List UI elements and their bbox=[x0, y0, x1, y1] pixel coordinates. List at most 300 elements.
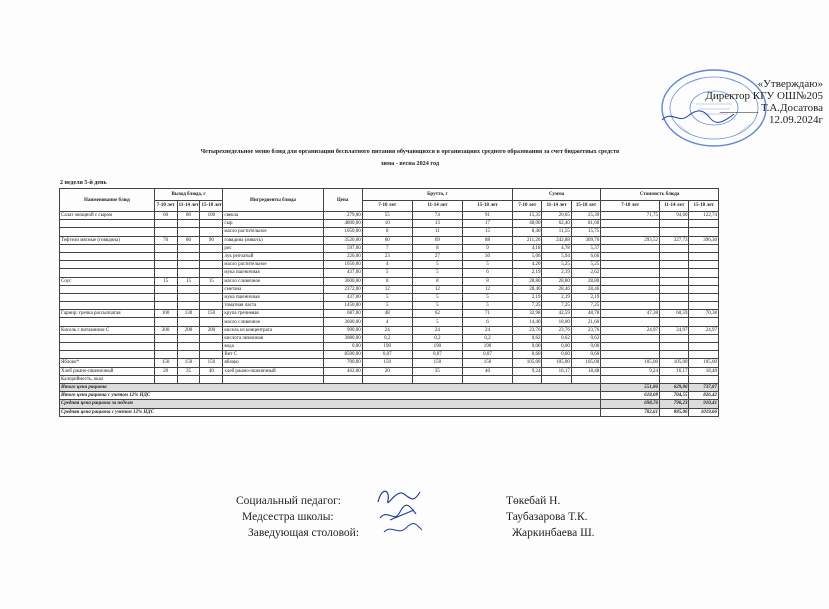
cell-cost bbox=[660, 269, 689, 277]
cell-cost: 293,52 bbox=[601, 236, 660, 244]
cell-output: 200 bbox=[200, 326, 223, 334]
cell-brutto: 10 bbox=[362, 220, 412, 228]
summary-row bbox=[60, 383, 719, 391]
signature-name: Таубазарова Т.К. bbox=[506, 511, 588, 523]
cell-output bbox=[200, 269, 223, 277]
summary-label: Итого цена рациона bbox=[60, 383, 601, 391]
cell-brutto: 4 bbox=[362, 318, 412, 326]
cell-sum: 2,62 bbox=[571, 269, 600, 277]
cell-price: 437,00 bbox=[323, 269, 362, 277]
cell-output bbox=[154, 334, 177, 342]
cell-cost bbox=[689, 351, 719, 359]
cell-cost bbox=[601, 277, 660, 285]
cell-sum: 242,88 bbox=[542, 236, 571, 244]
cell-sum: 105,00 bbox=[513, 359, 542, 367]
cell-dish: Калорийность, ккал bbox=[60, 375, 155, 383]
cell-dish bbox=[60, 220, 155, 228]
cell-brutto: 20 bbox=[362, 367, 412, 375]
cell-cost bbox=[601, 343, 660, 351]
cell-brutto: 91 bbox=[462, 212, 512, 220]
cell-brutto: 12 bbox=[412, 285, 462, 293]
cell-brutto: 6 bbox=[462, 269, 512, 277]
cell-brutto: 48 bbox=[362, 310, 412, 318]
cell-price: 279,00 bbox=[323, 212, 362, 220]
summary-value: 790,23 bbox=[660, 400, 689, 408]
cell-brutto: 150 bbox=[362, 359, 412, 367]
cell-cost: 16,17 bbox=[660, 367, 689, 375]
cell-cost bbox=[660, 375, 689, 383]
cell-brutto bbox=[362, 375, 412, 383]
week-day-label: 2 неделя 5-й день bbox=[60, 180, 107, 186]
signature-name: Төкебай Н. bbox=[506, 495, 561, 507]
summary-value: 618,08 bbox=[601, 392, 660, 400]
cell-dish: Кисель с витамином С bbox=[60, 326, 155, 334]
cell-brutto: 0,07 bbox=[412, 351, 462, 359]
cell-cost: 24,97 bbox=[689, 326, 719, 334]
cell-output bbox=[154, 302, 177, 310]
cell-brutto: 5 bbox=[412, 302, 462, 310]
cell-dish bbox=[60, 261, 155, 269]
cell-dish bbox=[60, 228, 155, 236]
table-row bbox=[60, 343, 719, 351]
cell-brutto: 190 bbox=[412, 343, 462, 351]
cell-output bbox=[177, 220, 200, 228]
cell-output: 100 bbox=[154, 310, 177, 318]
cell-dish bbox=[60, 334, 155, 342]
cell-sum: 18,48 bbox=[571, 367, 600, 375]
cell-sum: 2,19 bbox=[513, 293, 542, 301]
cell-sum: 32,98 bbox=[513, 310, 542, 318]
cell-output: 15 bbox=[177, 277, 200, 285]
cell-cost bbox=[660, 293, 689, 301]
cell-sum: 21,60 bbox=[571, 318, 600, 326]
table-row bbox=[60, 326, 719, 334]
summary-value: 629,06 bbox=[660, 383, 689, 391]
table-row bbox=[60, 277, 719, 285]
table-row bbox=[60, 220, 719, 228]
cell-price: 1450,00 bbox=[323, 302, 362, 310]
title-main: Четырехнедельное меню блюд для организации бесплатного питания обучающихся в организациях среднего образования за счет бюджетных средств bbox=[200, 148, 620, 155]
cell-sum: 23,76 bbox=[513, 326, 542, 334]
cell-cost: 105,00 bbox=[660, 359, 689, 367]
cell-output bbox=[154, 269, 177, 277]
cell-output bbox=[154, 285, 177, 293]
cell-ingredient: вода bbox=[223, 343, 323, 351]
cell-cost bbox=[660, 277, 689, 285]
cell-cost: 70,38 bbox=[689, 310, 719, 318]
cell-ingredient: хлеб ржано-пшеничный bbox=[223, 367, 323, 375]
cell-output bbox=[200, 334, 223, 342]
cell-ingredient: свекла bbox=[223, 212, 323, 220]
cell-sum: 0,00 bbox=[571, 343, 600, 351]
cell-brutto: 74 bbox=[412, 212, 462, 220]
cell-cost bbox=[601, 220, 660, 228]
cell-cost bbox=[689, 302, 719, 310]
cell-output bbox=[154, 293, 177, 301]
cell-output bbox=[154, 261, 177, 269]
document-title bbox=[60, 146, 760, 170]
cell-brutto: 23 bbox=[362, 252, 412, 260]
cell-dish bbox=[60, 302, 155, 310]
cell-sum: 5,94 bbox=[542, 252, 571, 260]
table-row bbox=[60, 269, 719, 277]
cell-cost: 122,74 bbox=[689, 212, 719, 220]
cell-output bbox=[200, 318, 223, 326]
cell-cost bbox=[601, 293, 660, 301]
cell-brutto: 30 bbox=[462, 252, 512, 260]
cell-cost: 105,00 bbox=[601, 359, 660, 367]
cell-brutto: 12 bbox=[362, 285, 412, 293]
cell-output bbox=[200, 252, 223, 260]
cell-price: 3520,00 bbox=[323, 236, 362, 244]
cell-sum: 9,24 bbox=[513, 367, 542, 375]
cell-brutto: 62 bbox=[412, 310, 462, 318]
cell-sum: 42,59 bbox=[542, 310, 571, 318]
cell-dish bbox=[60, 252, 155, 260]
cell-cost bbox=[601, 244, 660, 252]
cell-output bbox=[177, 244, 200, 252]
cell-sum: 4,20 bbox=[513, 261, 542, 269]
cell-output bbox=[177, 228, 200, 236]
cell-cost bbox=[601, 261, 660, 269]
cell-dish: Тефтели мясные (говядина) bbox=[60, 236, 155, 244]
header-age: 11-14 лет bbox=[412, 200, 462, 212]
cell-brutto: 0,07 bbox=[462, 351, 512, 359]
cell-dish bbox=[60, 293, 155, 301]
table-row bbox=[60, 244, 719, 252]
cell-cost bbox=[689, 269, 719, 277]
cell-sum: 28,80 bbox=[571, 277, 600, 285]
cell-brutto: 5 bbox=[462, 293, 512, 301]
cell-cost bbox=[601, 318, 660, 326]
cell-brutto: 60 bbox=[362, 236, 412, 244]
cell-sum: 0,00 bbox=[542, 343, 571, 351]
cell-dish: Соус bbox=[60, 277, 155, 285]
cell-output bbox=[200, 261, 223, 269]
cell-output: 130 bbox=[177, 310, 200, 318]
cell-sum: 2,19 bbox=[542, 293, 571, 301]
summary-label: Итого цена рациона с учетом 12% НДС bbox=[60, 392, 601, 400]
handwritten-signatures-icon bbox=[370, 480, 430, 540]
cell-brutto: 69 bbox=[412, 236, 462, 244]
header-age: 7-10 лет bbox=[601, 200, 660, 212]
director-signature-icon bbox=[658, 106, 738, 128]
cell-output bbox=[154, 244, 177, 252]
cell-sum: 48,00 bbox=[513, 220, 542, 228]
cell-dish bbox=[60, 351, 155, 359]
approval-date: 12.09.2024г bbox=[768, 114, 823, 126]
table-row bbox=[60, 359, 719, 367]
cell-sum: 0,60 bbox=[571, 351, 600, 359]
cell-sum: 105,00 bbox=[571, 359, 600, 367]
cell-sum: 23,76 bbox=[542, 326, 571, 334]
summary-label: Средняя цена рациона за неделю bbox=[60, 400, 601, 408]
cell-ingredient: Вит С bbox=[223, 351, 323, 359]
cell-output: 150 bbox=[177, 359, 200, 367]
cell-sum: 4,18 bbox=[513, 244, 542, 252]
cell-sum: 25,39 bbox=[571, 212, 600, 220]
table-row bbox=[60, 375, 719, 383]
cell-brutto: 15 bbox=[462, 228, 512, 236]
cell-output: 80 bbox=[177, 236, 200, 244]
cell-cost bbox=[689, 261, 719, 269]
cell-output bbox=[154, 375, 177, 383]
cell-cost bbox=[601, 269, 660, 277]
approval-heading: «Утверждаю» bbox=[757, 78, 823, 90]
cell-ingredient: кислота лимонная bbox=[223, 334, 323, 342]
cell-dish bbox=[60, 269, 155, 277]
cell-cost bbox=[689, 318, 719, 326]
cell-ingredient: масло сливочное bbox=[223, 318, 323, 326]
cell-cost bbox=[601, 252, 660, 260]
summary-value: 910,41 bbox=[689, 400, 719, 408]
cell-output: 60 bbox=[154, 212, 177, 220]
cell-ingredient: мука пшеничная bbox=[223, 269, 323, 277]
cell-output bbox=[177, 269, 200, 277]
cell-output: 90 bbox=[200, 236, 223, 244]
cell-dish: Хлеб ржано-пшеничный bbox=[60, 367, 155, 375]
cell-sum: 7,25 bbox=[571, 302, 600, 310]
summary-row bbox=[60, 400, 719, 408]
summary-value: 885,06 bbox=[660, 408, 689, 416]
header-sum: Сумма bbox=[513, 189, 601, 201]
cell-cost bbox=[689, 228, 719, 236]
table-row bbox=[60, 310, 719, 318]
cell-output: 20 bbox=[154, 367, 177, 375]
summary-label: Средняя цена рациона с учетом 12% НДС bbox=[60, 408, 601, 416]
cell-sum: 23,76 bbox=[571, 326, 600, 334]
cell-sum: 2,19 bbox=[513, 269, 542, 277]
cell-ingredient: кисель из концентрата bbox=[223, 326, 323, 334]
cell-ingredient: говядина (мякоть) bbox=[223, 236, 323, 244]
header-dish: Наименование блюд bbox=[60, 189, 155, 212]
cell-brutto: 5 bbox=[362, 293, 412, 301]
cell-output bbox=[154, 318, 177, 326]
cell-sum: 5,25 bbox=[542, 261, 571, 269]
cell-output bbox=[177, 293, 200, 301]
cell-brutto: 88 bbox=[462, 236, 512, 244]
cell-sum: 309,76 bbox=[571, 236, 600, 244]
table-body bbox=[60, 212, 719, 417]
cell-sum: 28,80 bbox=[513, 277, 542, 285]
cell-sum: 15,35 bbox=[513, 212, 542, 220]
cell-ingredient bbox=[223, 375, 323, 383]
cell-cost bbox=[601, 228, 660, 236]
summary-row bbox=[60, 408, 719, 416]
cell-price: 990,00 bbox=[323, 326, 362, 334]
cell-ingredient: томатная паста bbox=[223, 302, 323, 310]
cell-dish: Гарнир: гречка рассыпчатая bbox=[60, 310, 155, 318]
header-age: 7-10 лет bbox=[154, 200, 177, 212]
cell-cost bbox=[601, 285, 660, 293]
summary-row bbox=[60, 392, 719, 400]
cell-brutto: 8 bbox=[412, 244, 462, 252]
cell-brutto: 8 bbox=[462, 277, 512, 285]
cell-output bbox=[200, 343, 223, 351]
cell-brutto: 4 bbox=[362, 261, 412, 269]
cell-output: 35 bbox=[177, 367, 200, 375]
cell-cost: 396,30 bbox=[689, 236, 719, 244]
cell-price: 220,00 bbox=[323, 252, 362, 260]
cell-cost bbox=[660, 318, 689, 326]
cell-cost bbox=[601, 334, 660, 342]
cell-cost bbox=[660, 228, 689, 236]
cell-sum: 48,78 bbox=[571, 310, 600, 318]
cell-brutto bbox=[412, 375, 462, 383]
cell-sum bbox=[542, 375, 571, 383]
signature-name: Жаркинбаева Ш. bbox=[512, 527, 595, 539]
cell-cost bbox=[689, 293, 719, 301]
cell-output bbox=[200, 293, 223, 301]
cell-output bbox=[200, 302, 223, 310]
summary-value: 1019,66 bbox=[689, 408, 719, 416]
cell-output bbox=[200, 285, 223, 293]
cell-output bbox=[177, 252, 200, 260]
cell-sum: 4,78 bbox=[542, 244, 571, 252]
cell-output bbox=[177, 318, 200, 326]
cell-sum: 62,40 bbox=[542, 220, 571, 228]
cell-cost: 47,38 bbox=[601, 310, 660, 318]
cell-output: 150 bbox=[200, 359, 223, 367]
cell-brutto: 5 bbox=[412, 293, 462, 301]
signature-role: Медсестра школы: bbox=[242, 511, 334, 523]
cell-brutto: 35 bbox=[412, 367, 462, 375]
cell-ingredient: мука пшеничная bbox=[223, 293, 323, 301]
cell-sum: 28,46 bbox=[542, 285, 571, 293]
menu-table bbox=[59, 188, 719, 417]
cell-cost: 18,48 bbox=[689, 367, 719, 375]
cell-price: 1050,00 bbox=[323, 228, 362, 236]
cell-brutto: 24 bbox=[462, 326, 512, 334]
cell-output bbox=[200, 220, 223, 228]
cell-cost: 60,59 bbox=[660, 310, 689, 318]
cell-cost: 71,75 bbox=[601, 212, 660, 220]
cell-dish bbox=[60, 285, 155, 293]
cell-output bbox=[200, 244, 223, 252]
header-age: 11-14 лет bbox=[542, 200, 571, 212]
header-output: Выход блюда, г bbox=[154, 189, 223, 201]
cell-cost bbox=[689, 252, 719, 260]
cell-brutto: 0,2 bbox=[412, 334, 462, 342]
cell-price: 4800,00 bbox=[323, 220, 362, 228]
cell-sum: 7,25 bbox=[542, 302, 571, 310]
cell-cost bbox=[689, 244, 719, 252]
cell-brutto: 190 bbox=[362, 343, 412, 351]
cell-price: 3600,00 bbox=[323, 318, 362, 326]
summary-value: 551,86 bbox=[601, 383, 660, 391]
cell-cost: 9,24 bbox=[601, 367, 660, 375]
cell-sum: 7,25 bbox=[513, 302, 542, 310]
header-age: 7-10 лет bbox=[362, 200, 412, 212]
cell-brutto: 7 bbox=[362, 244, 412, 252]
cell-output: 150 bbox=[200, 310, 223, 318]
cell-output bbox=[200, 375, 223, 383]
title-season: зима - весна 2024 год bbox=[380, 160, 440, 167]
table-row bbox=[60, 293, 719, 301]
cell-output bbox=[177, 375, 200, 383]
cell-brutto: 40 bbox=[462, 367, 512, 375]
cell-dish: Яблоко* bbox=[60, 359, 155, 367]
cell-sum: 105,00 bbox=[542, 359, 571, 367]
header-age: 15-18 лет bbox=[462, 200, 512, 212]
cell-cost bbox=[660, 334, 689, 342]
cell-cost bbox=[689, 334, 719, 342]
cell-brutto: 27 bbox=[412, 252, 462, 260]
cell-ingredient: масло растительное bbox=[223, 228, 323, 236]
cell-price: 462,00 bbox=[323, 367, 362, 375]
signature-role: Социальный педагог: bbox=[236, 495, 341, 507]
table-row bbox=[60, 212, 719, 220]
header-age: 11-14 лет bbox=[660, 200, 689, 212]
approval-signer: _______ Т.А.Досатова bbox=[719, 102, 823, 114]
cell-cost: 24,97 bbox=[601, 326, 660, 334]
summary-value: 698,76 bbox=[601, 400, 660, 408]
header-age: 7-10 лет bbox=[513, 200, 542, 212]
cell-price: 3600,00 bbox=[323, 277, 362, 285]
cell-sum bbox=[513, 375, 542, 383]
table-row bbox=[60, 334, 719, 342]
cell-price: 700,00 bbox=[323, 359, 362, 367]
cell-brutto: 150 bbox=[412, 359, 462, 367]
table-row bbox=[60, 228, 719, 236]
cell-output: 100 bbox=[200, 212, 223, 220]
header-cost: Стоимость блюда bbox=[601, 189, 719, 201]
cell-sum: 5,25 bbox=[571, 261, 600, 269]
cell-brutto: 0,2 bbox=[462, 334, 512, 342]
cell-sum: 16,17 bbox=[542, 367, 571, 375]
cell-cost bbox=[660, 244, 689, 252]
cell-brutto: 5 bbox=[462, 261, 512, 269]
cell-cost bbox=[660, 252, 689, 260]
cell-sum: 28,80 bbox=[542, 277, 571, 285]
cell-cost: 327,73 bbox=[660, 236, 689, 244]
cell-price: 437,00 bbox=[323, 293, 362, 301]
cell-price: 2372,00 bbox=[323, 285, 362, 293]
table-row bbox=[60, 302, 719, 310]
cell-sum: 11,55 bbox=[542, 228, 571, 236]
cell-output bbox=[200, 228, 223, 236]
cell-ingredient: крупа гречневая bbox=[223, 310, 323, 318]
cell-ingredient: яблоко bbox=[223, 359, 323, 367]
table-row bbox=[60, 351, 719, 359]
cell-sum bbox=[571, 375, 600, 383]
cell-brutto: 5 bbox=[412, 269, 462, 277]
header-age: 11-14 лет bbox=[177, 200, 200, 212]
cell-brutto: 0,2 bbox=[362, 334, 412, 342]
cell-brutto: 24 bbox=[362, 326, 412, 334]
header-age: 15-18 лет bbox=[200, 200, 223, 212]
cell-price: 597,00 bbox=[323, 244, 362, 252]
header-ingredients: Ингредиенты блюда bbox=[223, 189, 323, 212]
cell-cost bbox=[601, 302, 660, 310]
cell-dish bbox=[60, 244, 155, 252]
cell-sum: 0,62 bbox=[542, 334, 571, 342]
cell-cost bbox=[660, 351, 689, 359]
cell-output: 40 bbox=[200, 367, 223, 375]
cell-brutto: 5 bbox=[362, 269, 412, 277]
cell-brutto: 8 bbox=[362, 277, 412, 285]
cell-price: 687,00 bbox=[323, 310, 362, 318]
header-age: 15-18 лет bbox=[571, 200, 600, 212]
cell-brutto: 8 bbox=[362, 228, 412, 236]
cell-output: 200 bbox=[154, 326, 177, 334]
cell-sum: 18,00 bbox=[542, 318, 571, 326]
cell-cost bbox=[689, 220, 719, 228]
cell-sum: 81,60 bbox=[571, 220, 600, 228]
cell-brutto: 13 bbox=[412, 220, 462, 228]
cell-output: 70 bbox=[154, 236, 177, 244]
cell-brutto: 6 bbox=[462, 318, 512, 326]
